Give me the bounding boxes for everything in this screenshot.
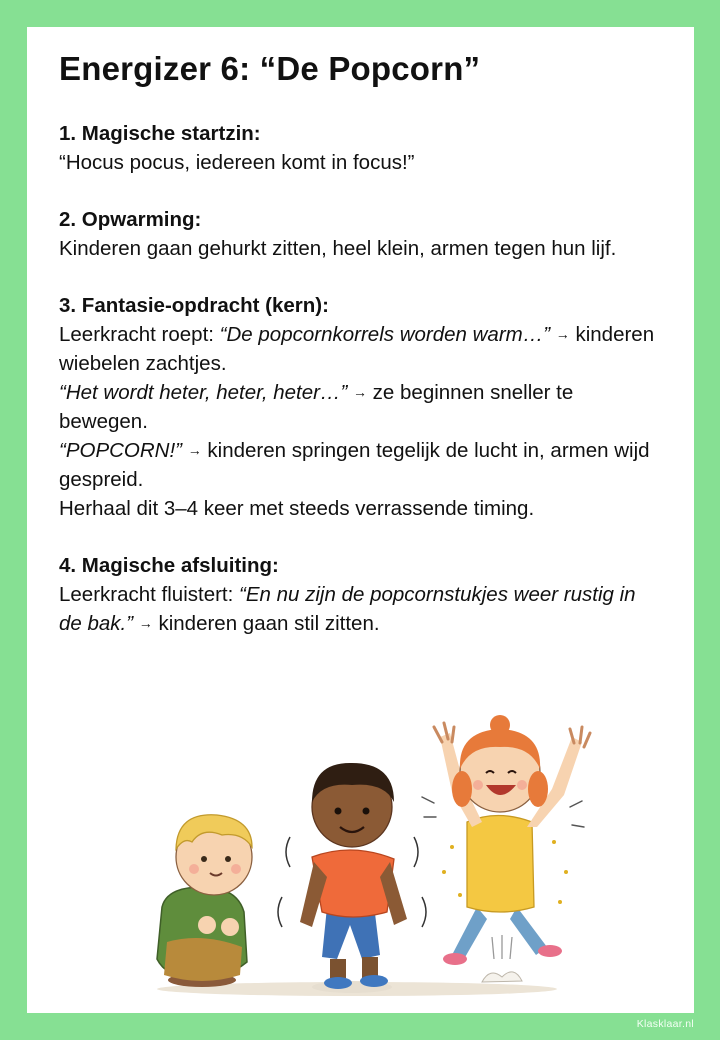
arrow-icon: →	[352, 384, 367, 400]
line-quote: “De popcornkorrels worden warm…”	[219, 323, 551, 346]
section-afsluiting	[59, 551, 659, 638]
line-prefix: Leerkracht roept:	[59, 323, 220, 346]
arrow-icon: →	[187, 442, 202, 458]
crouching-child	[157, 815, 252, 987]
line-rest: kinderen springen tegelijk de lucht in, armen wijd gespreid.	[59, 439, 650, 491]
section-heading: 4. Magische afsluiting:	[59, 554, 279, 577]
line-rest: ze beginnen sneller te bewegen.	[59, 381, 574, 433]
line-quote: “En nu zijn de popcornstukjes weer rustig in de bak.”	[59, 583, 636, 635]
section-heading: 2. Opwarming:	[59, 208, 202, 231]
children-illustration	[122, 697, 592, 1002]
instruction-line	[59, 320, 659, 378]
section-body: Kinderen gaan gehurkt zitten, heel klein, armen tegen hun lijf.	[59, 237, 617, 260]
line-rest: kinderen gaan stil zitten.	[152, 612, 380, 635]
line-prefix: Leerkracht fluistert:	[59, 583, 240, 606]
section-heading: 3. Fantasie-opdracht (kern):	[59, 294, 329, 317]
page-title: Energizer 6: “De Popcorn”	[59, 50, 481, 87]
arrow-icon: →	[555, 326, 570, 342]
card-content	[59, 47, 659, 638]
section-body: “Hocus pocus, iedereen komt in focus!”	[59, 151, 415, 174]
instruction-line	[59, 378, 659, 436]
footer-brand: Klasklaar.nl	[636, 1018, 694, 1030]
line-quote: “Het wordt heter, heter, heter…”	[59, 381, 348, 404]
wiggling-child	[278, 763, 426, 993]
section-opwarming	[59, 205, 659, 263]
section-heading: 1. Magische startzin:	[59, 122, 261, 145]
section-fantasie-opdracht	[59, 291, 659, 523]
instruction-line: Herhaal dit 3–4 keer met steeds verrassende timing.	[59, 497, 535, 520]
energizer-card	[27, 27, 694, 1013]
instruction-line	[59, 436, 659, 494]
section-startzin	[59, 119, 659, 177]
line-rest: kinderen wiebelen zachtjes.	[59, 323, 655, 375]
jumping-child	[422, 715, 590, 982]
line-quote: “POPCORN!”	[59, 439, 182, 462]
arrow-icon: →	[138, 615, 153, 631]
instruction-line	[59, 580, 659, 638]
